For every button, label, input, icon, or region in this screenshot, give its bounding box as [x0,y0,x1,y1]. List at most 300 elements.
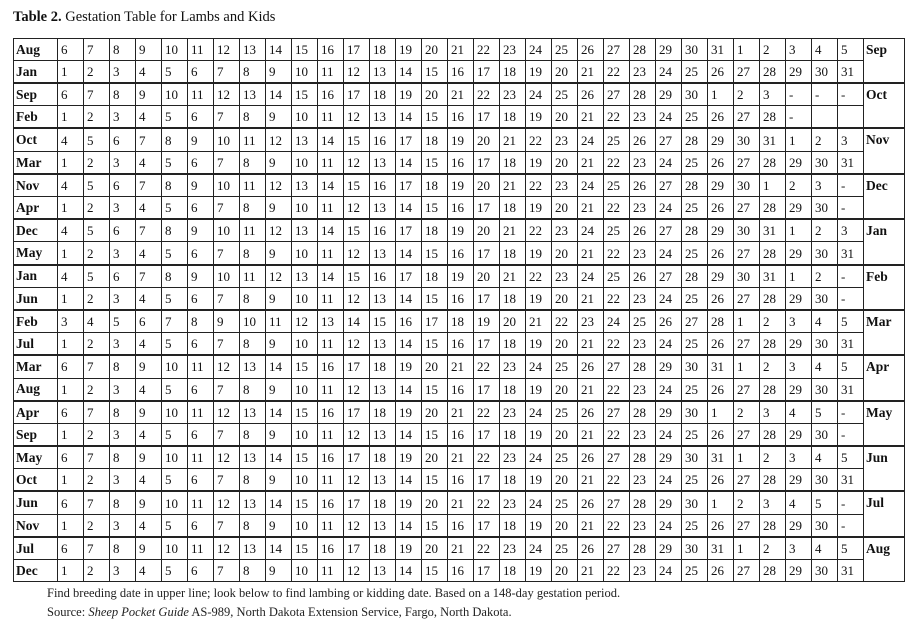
breeding-day-cell: 30 [682,491,708,514]
breeding-day-cell: 3 [58,310,84,333]
breeding-day-cell: 23 [500,537,526,560]
birth-day-cell: 21 [578,151,604,174]
breeding-day-cell: 4 [812,355,838,378]
birth-day-cell: 9 [266,242,292,265]
birth-day-cell: 18 [500,423,526,446]
birth-day-cell: 27 [734,197,760,220]
breeding-day-cell: 15 [344,219,370,242]
breeding-day-cell: 23 [552,265,578,288]
breeding-month-label: Jun [14,491,58,514]
birth-day-cell: 18 [500,287,526,310]
birth-day-cell: 17 [474,469,500,492]
birth-row [14,514,905,537]
birth-day-cell: 22 [604,60,630,83]
birth-day-cell: 27 [734,333,760,356]
breeding-day-cell: 11 [240,128,266,151]
next-month-label: Feb [864,265,905,310]
birth-day-cell: 2 [84,514,110,537]
birth-day-cell: 16 [448,242,474,265]
birth-day-cell: 15 [422,287,448,310]
breeding-day-cell: 8 [110,83,136,106]
birth-day-cell: 19 [526,106,552,129]
breeding-day-cell: 23 [578,310,604,333]
birth-day-cell: 31 [838,151,864,174]
breeding-day-cell: 15 [370,310,396,333]
birth-day-cell: 7 [214,423,240,446]
breeding-day-cell: 13 [240,83,266,106]
breeding-day-cell: 10 [214,219,240,242]
birth-day-cell: 5 [162,514,188,537]
birth-day-cell: 16 [448,151,474,174]
birth-day-cell: 25 [682,151,708,174]
breeding-day-cell: 23 [500,355,526,378]
breeding-day-cell: 27 [604,355,630,378]
birth-day-cell: 4 [136,514,162,537]
breeding-day-cell: 31 [760,265,786,288]
birth-day-cell: 29 [786,151,812,174]
breeding-day-cell: 22 [526,219,552,242]
birth-day-cell: 14 [396,514,422,537]
birth-day-cell: 12 [344,514,370,537]
breeding-day-cell: 3 [760,491,786,514]
breeding-day-cell: 12 [214,39,240,61]
breeding-row [14,446,905,469]
breeding-month-label: Apr [14,401,58,424]
birth-day-cell: 8 [240,514,266,537]
birth-day-cell: 19 [526,378,552,401]
birth-day-cell: 6 [188,560,214,582]
birth-day-cell: 26 [708,378,734,401]
birth-day-cell: 24 [656,106,682,129]
birth-day-cell: 18 [500,560,526,582]
gestation-table-body [14,39,905,582]
breeding-day-cell: 10 [162,491,188,514]
breeding-day-cell: 15 [292,537,318,560]
breeding-day-cell: 11 [240,174,266,197]
breeding-day-cell: 29 [656,537,682,560]
birth-day-cell: 6 [188,60,214,83]
breeding-day-cell: 2 [760,446,786,469]
breeding-day-cell: 30 [682,401,708,424]
breeding-day-cell: 16 [370,219,396,242]
breeding-day-cell: 26 [578,83,604,106]
birth-day-cell: 9 [266,60,292,83]
breeding-day-cell: 11 [266,310,292,333]
birth-day-cell: 18 [500,514,526,537]
birth-day-cell: 17 [474,514,500,537]
breeding-day-cell: 21 [500,265,526,288]
breeding-day-cell: 26 [630,219,656,242]
birth-day-cell: 25 [682,60,708,83]
breeding-day-cell: 17 [344,83,370,106]
breeding-day-cell: 8 [188,310,214,333]
birth-day-cell: 24 [656,242,682,265]
breeding-day-cell: 27 [604,83,630,106]
breeding-day-cell: 5 [84,219,110,242]
birth-row [14,378,905,401]
birth-day-cell: 13 [370,333,396,356]
birth-day-cell: 25 [682,333,708,356]
birth-day-cell: 12 [344,60,370,83]
birth-day-cell: 30 [812,197,838,220]
birth-day-cell: 22 [604,106,630,129]
birth-row [14,151,905,174]
breeding-day-cell: 29 [656,355,682,378]
birth-day-cell: 4 [136,151,162,174]
breeding-day-cell: 25 [552,537,578,560]
birth-day-cell: 7 [214,333,240,356]
breeding-day-cell: 18 [370,401,396,424]
birth-day-cell: 3 [110,423,136,446]
breeding-day-cell: 23 [552,219,578,242]
breeding-day-cell: 13 [292,174,318,197]
birth-day-cell: 26 [708,106,734,129]
breeding-day-cell: 10 [162,39,188,61]
breeding-day-cell: 1 [708,401,734,424]
birth-day-cell: 17 [474,287,500,310]
birth-day-cell: 27 [734,423,760,446]
breeding-day-cell: 24 [526,355,552,378]
birth-row [14,242,905,265]
breeding-day-cell: 9 [136,39,162,61]
birth-row [14,197,905,220]
breeding-day-cell: 16 [318,537,344,560]
breeding-day-cell: 21 [526,310,552,333]
source-rest: AS-989, North Dakota Extension Service, Fargo, North Dakota. [188,605,512,619]
breeding-day-cell: 31 [708,537,734,560]
breeding-day-cell: 3 [760,83,786,106]
breeding-day-cell: 11 [188,446,214,469]
birth-day-cell: 7 [214,469,240,492]
breeding-day-cell: 5 [838,39,864,61]
birth-day-cell: 27 [734,287,760,310]
birth-day-cell: 20 [552,287,578,310]
breeding-day-cell: 2 [760,310,786,333]
birth-day-cell: 4 [136,469,162,492]
breeding-day-cell: 10 [214,174,240,197]
breeding-day-cell: 6 [110,174,136,197]
breeding-day-cell: 2 [760,537,786,560]
birth-day-cell: 11 [318,197,344,220]
birth-day-cell: 23 [630,514,656,537]
birth-day-cell: 28 [760,151,786,174]
birth-day-cell: 21 [578,197,604,220]
breeding-day-cell: 16 [318,401,344,424]
breeding-day-cell: 5 [812,401,838,424]
birth-day-cell: 20 [552,423,578,446]
birth-day-cell: 16 [448,106,474,129]
birth-day-cell: 14 [396,242,422,265]
birth-day-cell: - [786,106,812,129]
breeding-day-cell: 2 [786,174,812,197]
birth-day-cell: 16 [448,423,474,446]
birth-day-cell: 20 [552,560,578,582]
birth-day-cell: 26 [708,469,734,492]
birth-day-cell: 16 [448,287,474,310]
birth-day-cell: 5 [162,242,188,265]
birth-day-cell: 30 [812,378,838,401]
birth-day-cell: 3 [110,560,136,582]
breeding-day-cell: 6 [58,491,84,514]
birth-day-cell: 22 [604,151,630,174]
source-title: Sheep Pocket Guide [88,605,189,619]
birth-day-cell: 19 [526,514,552,537]
next-month-label: Oct [864,83,905,128]
birth-day-cell: 31 [838,333,864,356]
birth-day-cell: 4 [136,378,162,401]
breeding-day-cell: 7 [136,128,162,151]
breeding-day-cell: 14 [266,401,292,424]
breeding-day-cell: 2 [812,128,838,151]
breeding-day-cell: 7 [84,83,110,106]
breeding-row [14,219,905,242]
breeding-day-cell: 14 [266,537,292,560]
breeding-day-cell: 28 [682,128,708,151]
birth-day-cell: 1 [58,423,84,446]
birth-day-cell: 7 [214,106,240,129]
birth-day-cell: 6 [188,469,214,492]
breeding-day-cell: 23 [500,401,526,424]
breeding-day-cell: 2 [812,265,838,288]
breeding-day-cell: 6 [58,401,84,424]
birth-day-cell: 25 [682,378,708,401]
birth-row [14,423,905,446]
birth-day-cell: 1 [58,197,84,220]
breeding-day-cell: 8 [162,128,188,151]
breeding-day-cell: 8 [110,446,136,469]
breeding-day-cell: 10 [214,128,240,151]
breeding-day-cell: 13 [240,491,266,514]
breeding-day-cell: 7 [84,39,110,61]
birth-day-cell: 8 [240,423,266,446]
breeding-day-cell: 4 [58,174,84,197]
breeding-day-cell: 1 [734,310,760,333]
birth-day-cell: 18 [500,469,526,492]
birth-day-cell: 15 [422,378,448,401]
breeding-day-cell: 7 [84,401,110,424]
birth-day-cell: 1 [58,514,84,537]
breeding-day-cell: 3 [838,128,864,151]
breeding-day-cell: 10 [162,446,188,469]
birth-day-cell: 2 [84,560,110,582]
birth-day-cell: 17 [474,197,500,220]
birth-day-cell: 7 [214,60,240,83]
birth-day-cell: - [838,287,864,310]
birth-day-cell: 2 [84,423,110,446]
birth-day-cell: 14 [396,378,422,401]
breeding-day-cell: 19 [448,174,474,197]
birth-day-cell: 27 [734,560,760,582]
breeding-day-cell: 22 [474,401,500,424]
next-month-label: Apr [864,355,905,400]
birth-day-cell: 22 [604,469,630,492]
breeding-day-cell: 17 [344,491,370,514]
breeding-day-cell: 28 [630,401,656,424]
birth-row [14,287,905,310]
breeding-day-cell: 6 [110,219,136,242]
birth-day-cell: 12 [344,242,370,265]
birth-day-cell: 10 [292,560,318,582]
breeding-day-cell: 11 [188,39,214,61]
birth-day-cell: 28 [760,469,786,492]
breeding-day-cell: 17 [396,265,422,288]
birth-day-cell: 3 [110,106,136,129]
birth-day-cell: 29 [786,560,812,582]
breeding-day-cell: 5 [838,355,864,378]
breeding-day-cell: 1 [734,446,760,469]
breeding-day-cell: - [838,401,864,424]
breeding-day-cell: 20 [500,310,526,333]
breeding-day-cell: 16 [318,83,344,106]
birth-day-cell: 28 [760,197,786,220]
breeding-day-cell: 22 [552,310,578,333]
breeding-day-cell: 8 [162,174,188,197]
next-month-label: May [864,401,905,446]
breeding-day-cell: 12 [266,128,292,151]
breeding-day-cell: 16 [318,355,344,378]
breeding-month-label: Aug [14,39,58,61]
breeding-day-cell: 8 [110,491,136,514]
birth-day-cell: 13 [370,514,396,537]
birth-day-cell: 3 [110,469,136,492]
birth-day-cell: 12 [344,423,370,446]
birth-day-cell: 24 [656,560,682,582]
birth-day-cell: 12 [344,560,370,582]
breeding-day-cell: 29 [708,174,734,197]
birth-day-cell: 22 [604,423,630,446]
birth-day-cell: 27 [734,151,760,174]
breeding-day-cell: 18 [370,446,396,469]
breeding-day-cell: 16 [370,128,396,151]
birth-day-cell: 25 [682,469,708,492]
birth-day-cell: 10 [292,287,318,310]
breeding-day-cell: 19 [396,446,422,469]
birth-day-cell: 1 [58,560,84,582]
birth-day-cell: 21 [578,378,604,401]
breeding-day-cell: 18 [422,128,448,151]
breeding-day-cell: 30 [734,128,760,151]
breeding-day-cell: 15 [292,39,318,61]
breeding-day-cell: 30 [734,219,760,242]
birth-day-cell: 23 [630,378,656,401]
birth-day-cell: 1 [58,287,84,310]
breeding-row [14,265,905,288]
birth-day-cell: 19 [526,287,552,310]
gestation-table [13,38,905,582]
breeding-day-cell: 10 [162,401,188,424]
birth-day-cell: 5 [162,333,188,356]
birth-day-cell: 16 [448,197,474,220]
breeding-day-cell: 9 [188,219,214,242]
birth-day-cell: 11 [318,151,344,174]
breeding-day-cell: 31 [760,128,786,151]
birth-day-cell: 4 [136,242,162,265]
breeding-day-cell: 9 [214,310,240,333]
breeding-day-cell: 3 [786,310,812,333]
breeding-day-cell: 30 [682,446,708,469]
breeding-day-cell: 10 [214,265,240,288]
birth-day-cell: 26 [708,560,734,582]
breeding-day-cell: 18 [448,310,474,333]
breeding-day-cell: 7 [84,491,110,514]
breeding-day-cell: 5 [838,310,864,333]
birth-day-cell: 14 [396,60,422,83]
breeding-day-cell: 5 [838,537,864,560]
breeding-day-cell: 24 [526,537,552,560]
breeding-day-cell: 6 [58,39,84,61]
breeding-day-cell: 9 [136,355,162,378]
breeding-day-cell: 2 [734,83,760,106]
birth-day-cell: 19 [526,151,552,174]
birth-day-cell: 29 [786,197,812,220]
breeding-day-cell: 25 [630,310,656,333]
breeding-day-cell: 5 [110,310,136,333]
birth-day-cell: 19 [526,333,552,356]
next-month-label: Jan [864,219,905,264]
breeding-day-cell: 17 [344,355,370,378]
breeding-day-cell: 27 [656,219,682,242]
birth-day-cell: 23 [630,151,656,174]
birth-day-cell: 26 [708,151,734,174]
birth-day-cell: 13 [370,242,396,265]
birth-day-cell: 21 [578,106,604,129]
breeding-day-cell: 23 [500,39,526,61]
birth-row [14,560,905,582]
breeding-day-cell: 15 [292,401,318,424]
breeding-day-cell: 11 [240,219,266,242]
breeding-day-cell: 24 [578,265,604,288]
birth-day-cell: 28 [760,333,786,356]
birth-day-cell: 17 [474,378,500,401]
birth-day-cell: 7 [214,378,240,401]
breeding-day-cell: 29 [656,491,682,514]
birth-day-cell: 8 [240,60,266,83]
breeding-day-cell: 16 [318,39,344,61]
source-note [47,605,512,620]
breeding-day-cell: 22 [526,174,552,197]
breeding-day-cell: 1 [708,83,734,106]
birth-day-cell: 4 [136,560,162,582]
birth-day-cell: 22 [604,560,630,582]
breeding-day-cell: 31 [708,446,734,469]
birth-day-cell: 31 [838,60,864,83]
breeding-day-cell: 6 [58,355,84,378]
breeding-day-cell: 12 [214,355,240,378]
birth-day-cell: 8 [240,560,266,582]
birth-day-cell: 27 [734,469,760,492]
birth-day-cell: 24 [656,378,682,401]
breeding-day-cell: 24 [578,128,604,151]
breeding-day-cell: 23 [552,174,578,197]
breeding-day-cell: 24 [526,83,552,106]
birth-day-cell: 3 [110,333,136,356]
birth-day-cell: 24 [656,514,682,537]
birth-day-cell: 6 [188,378,214,401]
breeding-day-cell: 23 [500,83,526,106]
breeding-day-cell: - [812,83,838,106]
birth-day-cell: 10 [292,378,318,401]
birth-day-cell: 12 [344,287,370,310]
birth-day-cell: 8 [240,333,266,356]
birth-day-cell: 11 [318,106,344,129]
birth-day-cell: 23 [630,287,656,310]
birth-day-cell: 8 [240,287,266,310]
birth-day-cell: 23 [630,333,656,356]
breeding-day-cell: 30 [682,355,708,378]
breeding-day-cell: 17 [344,446,370,469]
birth-day-cell: 24 [656,197,682,220]
birth-day-cell: 15 [422,60,448,83]
